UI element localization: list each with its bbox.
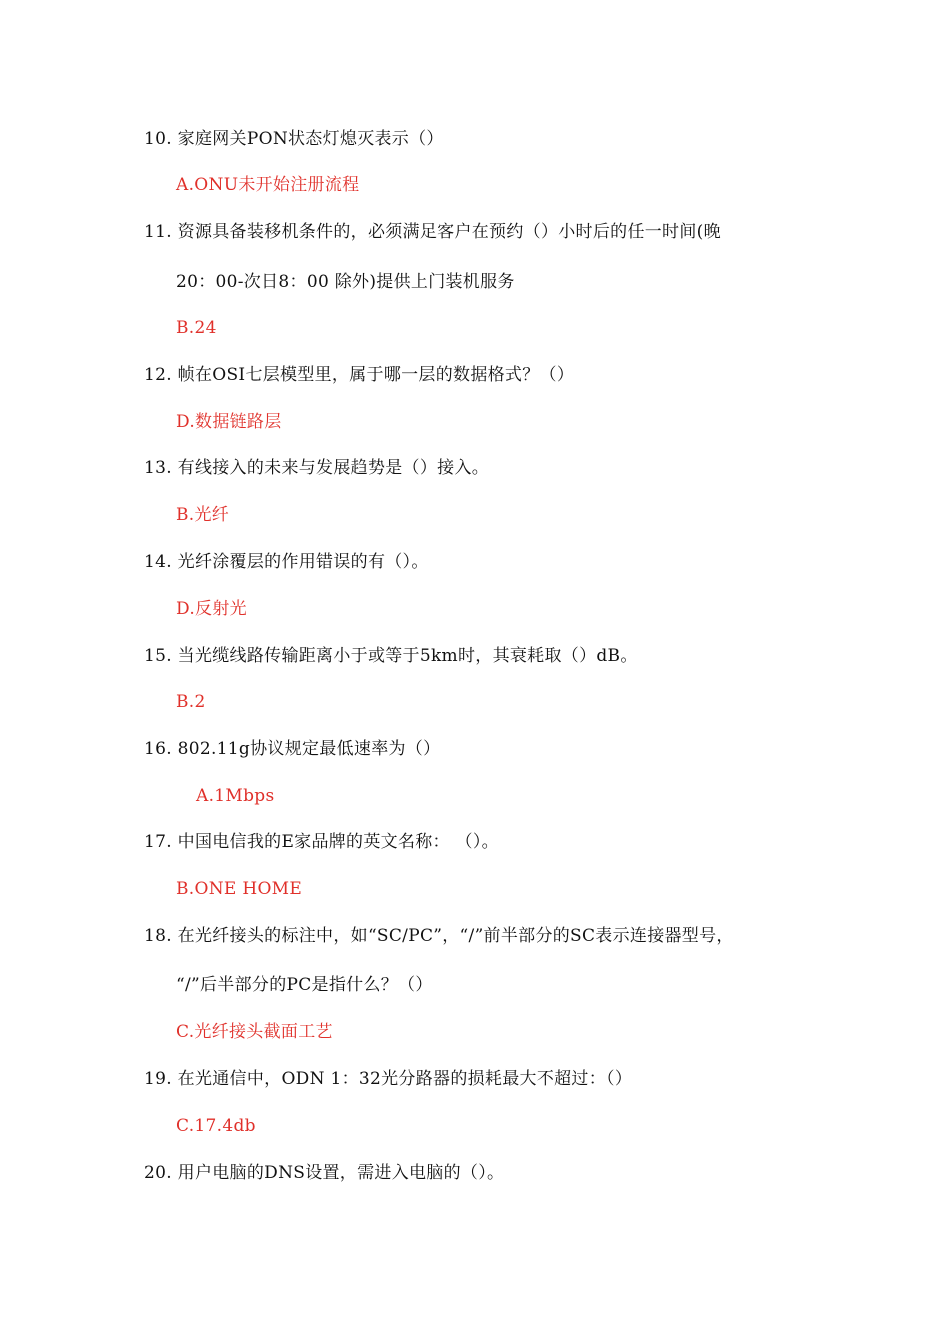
question-20: 20. 用户电脑的DNS设置，需进入电脑的（）。 [144, 1163, 505, 1183]
question-14: 14. 光纤涂覆层的作用错误的有（）。 [144, 552, 429, 572]
question-17: 17. 中国电信我的E家品牌的英文名称： （）。 [144, 832, 499, 852]
answer-12: D.数据链路层 [176, 412, 282, 432]
answer-14: D.反射光 [176, 599, 247, 619]
question-12: 12. 帧在OSI七层模型里，属于哪一层的数据格式？（） [144, 365, 575, 385]
answer-15: B.2 [176, 692, 206, 712]
question-10: 10. 家庭网关PON状态灯熄灭表示（） [144, 129, 444, 149]
answer-10: A.ONU未开始注册流程 [176, 175, 360, 195]
question-18: 18. 在光纤接头的标注中，如“SC/PC”，“/”前半部分的SC表示连接器型号， [144, 926, 734, 946]
answer-18: C.光纤接头截面工艺 [176, 1022, 333, 1042]
answer-17: B.ONE HOME [176, 879, 303, 899]
question-15: 15. 当光缆线路传输距离小于或等于5km时，其衰耗取（）dB。 [144, 646, 638, 666]
question-13: 13. 有线接入的未来与发展趋势是（）接入。 [144, 458, 490, 478]
answer-11: B.24 [176, 318, 217, 338]
answer-13: B.光纤 [176, 505, 230, 525]
question-11: 11. 资源具备装移机条件的，必须满足客户在预约（）小时后的任一时间(晚 [144, 222, 721, 242]
question-19: 19. 在光通信中，ODN 1：32光分路器的损耗最大不超过：（） [144, 1069, 633, 1089]
question-16: 16. 802.11g协议规定最低速率为（） [144, 739, 441, 759]
answer-16: A.1Mbps [196, 786, 275, 806]
question-18-continued: “/”后半部分的PC是指什么？（） [176, 975, 433, 995]
question-11-continued: 20：00-次日8：00 除外)提供上门装机服务 [176, 272, 515, 292]
answer-19: C.17.4db [176, 1116, 256, 1136]
